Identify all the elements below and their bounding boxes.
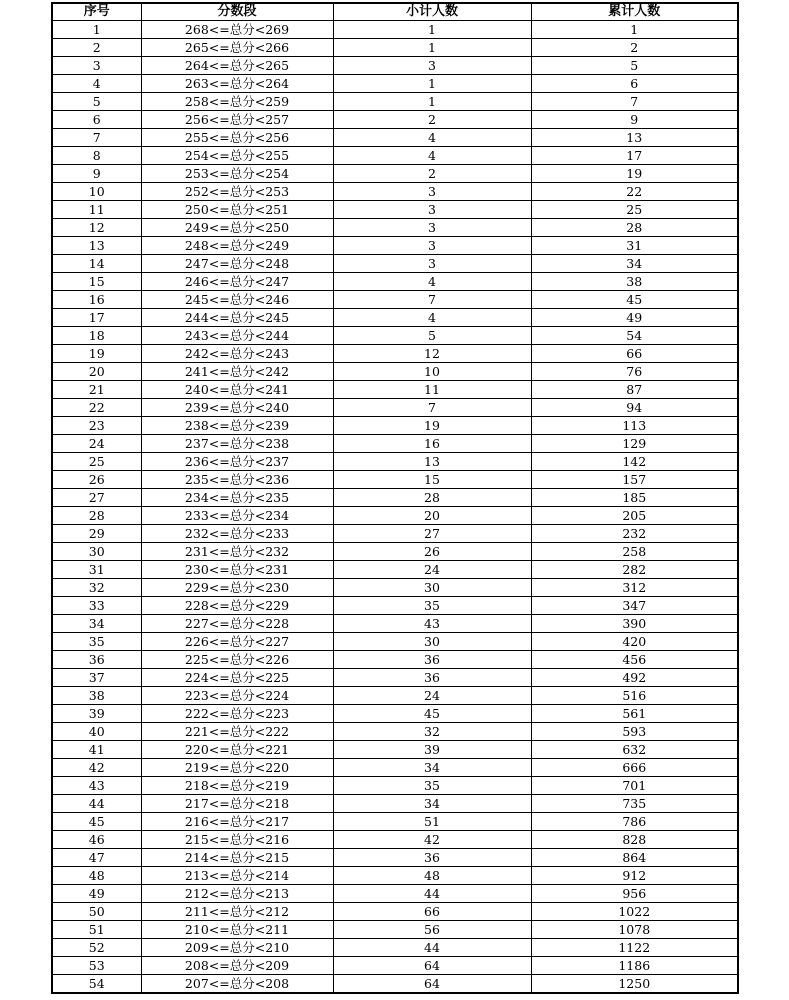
cell-score-range: 225<=总分<226 (141, 651, 333, 669)
cell-cumulative: 6 (531, 75, 738, 93)
cell-cumulative: 87 (531, 381, 738, 399)
cell-score-range: 241<=总分<242 (141, 363, 333, 381)
cell-subtotal: 36 (333, 669, 531, 687)
cell-subtotal: 10 (333, 363, 531, 381)
cell-seq: 8 (52, 147, 141, 165)
cell-score-range: 263<=总分<264 (141, 75, 333, 93)
table-row (52, 489, 738, 507)
cell-cumulative: 701 (531, 777, 738, 795)
cell-subtotal: 19 (333, 417, 531, 435)
cell-subtotal: 43 (333, 615, 531, 633)
cell-score-range: 246<=总分<247 (141, 273, 333, 291)
cell-score-range: 217<=总分<218 (141, 795, 333, 813)
cell-score-range: 229<=总分<230 (141, 579, 333, 597)
cell-seq: 24 (52, 435, 141, 453)
cell-score-range: 240<=总分<241 (141, 381, 333, 399)
cell-score-range: 249<=总分<250 (141, 219, 333, 237)
table-row (52, 363, 738, 381)
header-subtotal: 小计人数 (333, 3, 531, 21)
cell-cumulative: 25 (531, 201, 738, 219)
cell-seq: 12 (52, 219, 141, 237)
cell-score-range: 242<=总分<243 (141, 345, 333, 363)
cell-score-range: 230<=总分<231 (141, 561, 333, 579)
table-row (52, 21, 738, 39)
cell-seq: 22 (52, 399, 141, 417)
cell-cumulative: 38 (531, 273, 738, 291)
cell-cumulative: 142 (531, 453, 738, 471)
cell-score-range: 209<=总分<210 (141, 939, 333, 957)
cell-subtotal: 39 (333, 741, 531, 759)
header-score-range: 分数段 (141, 3, 333, 21)
cell-cumulative: 1022 (531, 903, 738, 921)
cell-seq: 29 (52, 525, 141, 543)
cell-cumulative: 13 (531, 129, 738, 147)
table-row (52, 975, 738, 994)
cell-subtotal: 36 (333, 651, 531, 669)
cell-subtotal: 3 (333, 219, 531, 237)
cell-seq: 50 (52, 903, 141, 921)
cell-subtotal: 51 (333, 813, 531, 831)
cell-subtotal: 2 (333, 165, 531, 183)
cell-cumulative: 258 (531, 543, 738, 561)
cell-cumulative: 282 (531, 561, 738, 579)
cell-subtotal: 26 (333, 543, 531, 561)
cell-subtotal: 64 (333, 957, 531, 975)
cell-subtotal: 64 (333, 975, 531, 994)
cell-score-range: 258<=总分<259 (141, 93, 333, 111)
cell-score-range: 222<=总分<223 (141, 705, 333, 723)
table-row (52, 183, 738, 201)
cell-subtotal: 3 (333, 237, 531, 255)
cell-subtotal: 45 (333, 705, 531, 723)
table-row (52, 381, 738, 399)
cell-seq: 46 (52, 831, 141, 849)
cell-seq: 13 (52, 237, 141, 255)
header-seq: 序号 (52, 3, 141, 21)
cell-score-range: 243<=总分<244 (141, 327, 333, 345)
cell-cumulative: 666 (531, 759, 738, 777)
cell-seq: 26 (52, 471, 141, 489)
table-row (52, 129, 738, 147)
header-cumulative: 累计人数 (531, 3, 738, 21)
cell-score-range: 219<=总分<220 (141, 759, 333, 777)
cell-subtotal: 7 (333, 291, 531, 309)
table-row (52, 579, 738, 597)
cell-score-range: 252<=总分<253 (141, 183, 333, 201)
table-row (52, 957, 738, 975)
cell-subtotal: 34 (333, 795, 531, 813)
table-row (52, 903, 738, 921)
cell-seq: 28 (52, 507, 141, 525)
cell-cumulative: 54 (531, 327, 738, 345)
cell-subtotal: 12 (333, 345, 531, 363)
cell-score-range: 245<=总分<246 (141, 291, 333, 309)
cell-seq: 45 (52, 813, 141, 831)
cell-cumulative: 390 (531, 615, 738, 633)
table-row (52, 417, 738, 435)
cell-seq: 44 (52, 795, 141, 813)
cell-score-range: 268<=总分<269 (141, 21, 333, 39)
table-row (52, 741, 738, 759)
cell-score-range: 232<=总分<233 (141, 525, 333, 543)
cell-cumulative: 561 (531, 705, 738, 723)
cell-subtotal: 5 (333, 327, 531, 345)
cell-seq: 47 (52, 849, 141, 867)
table-row (52, 561, 738, 579)
cell-score-range: 226<=总分<227 (141, 633, 333, 651)
cell-cumulative: 1186 (531, 957, 738, 975)
cell-seq: 40 (52, 723, 141, 741)
cell-score-range: 234<=总分<235 (141, 489, 333, 507)
table-row (52, 93, 738, 111)
cell-subtotal: 27 (333, 525, 531, 543)
cell-subtotal: 1 (333, 21, 531, 39)
cell-cumulative: 5 (531, 57, 738, 75)
cell-cumulative: 76 (531, 363, 738, 381)
cell-subtotal: 4 (333, 147, 531, 165)
table-row (52, 525, 738, 543)
table-row (52, 309, 738, 327)
table-row (52, 39, 738, 57)
cell-subtotal: 3 (333, 255, 531, 273)
cell-seq: 14 (52, 255, 141, 273)
table-row (52, 201, 738, 219)
cell-cumulative: 113 (531, 417, 738, 435)
cell-score-range: 247<=总分<248 (141, 255, 333, 273)
cell-seq: 39 (52, 705, 141, 723)
cell-seq: 9 (52, 165, 141, 183)
cell-subtotal: 44 (333, 939, 531, 957)
cell-subtotal: 15 (333, 471, 531, 489)
cell-score-range: 250<=总分<251 (141, 201, 333, 219)
cell-seq: 35 (52, 633, 141, 651)
table-row (52, 633, 738, 651)
cell-score-range: 238<=总分<239 (141, 417, 333, 435)
cell-seq: 7 (52, 129, 141, 147)
cell-subtotal: 56 (333, 921, 531, 939)
cell-seq: 42 (52, 759, 141, 777)
cell-subtotal: 34 (333, 759, 531, 777)
table-row (52, 597, 738, 615)
cell-score-range: 207<=总分<208 (141, 975, 333, 994)
cell-cumulative: 864 (531, 849, 738, 867)
table-row (52, 723, 738, 741)
cell-seq: 5 (52, 93, 141, 111)
cell-score-range: 227<=总分<228 (141, 615, 333, 633)
cell-seq: 2 (52, 39, 141, 57)
cell-cumulative: 34 (531, 255, 738, 273)
cell-cumulative: 157 (531, 471, 738, 489)
cell-seq: 53 (52, 957, 141, 975)
cell-cumulative: 912 (531, 867, 738, 885)
cell-seq: 43 (52, 777, 141, 795)
table-row (52, 651, 738, 669)
cell-score-range: 254<=总分<255 (141, 147, 333, 165)
cell-score-range: 224<=总分<225 (141, 669, 333, 687)
cell-cumulative: 420 (531, 633, 738, 651)
cell-seq: 32 (52, 579, 141, 597)
cell-subtotal: 30 (333, 633, 531, 651)
cell-subtotal: 3 (333, 183, 531, 201)
table-row (52, 759, 738, 777)
cell-seq: 17 (52, 309, 141, 327)
cell-seq: 23 (52, 417, 141, 435)
cell-cumulative: 45 (531, 291, 738, 309)
cell-cumulative: 66 (531, 345, 738, 363)
cell-seq: 36 (52, 651, 141, 669)
cell-score-range: 210<=总分<211 (141, 921, 333, 939)
cell-cumulative: 19 (531, 165, 738, 183)
cell-subtotal: 11 (333, 381, 531, 399)
table-row (52, 867, 738, 885)
cell-cumulative: 2 (531, 39, 738, 57)
cell-subtotal: 4 (333, 273, 531, 291)
cell-subtotal: 1 (333, 39, 531, 57)
cell-cumulative: 456 (531, 651, 738, 669)
cell-subtotal: 4 (333, 129, 531, 147)
cell-seq: 19 (52, 345, 141, 363)
cell-cumulative: 31 (531, 237, 738, 255)
cell-cumulative: 9 (531, 111, 738, 129)
cell-subtotal: 1 (333, 93, 531, 111)
cell-seq: 41 (52, 741, 141, 759)
cell-cumulative: 1250 (531, 975, 738, 994)
table-row (52, 75, 738, 93)
table-row (52, 111, 738, 129)
cell-seq: 16 (52, 291, 141, 309)
cell-score-range: 236<=总分<237 (141, 453, 333, 471)
table-row (52, 435, 738, 453)
table-row (52, 795, 738, 813)
cell-score-range: 218<=总分<219 (141, 777, 333, 795)
cell-seq: 37 (52, 669, 141, 687)
cell-score-range: 214<=总分<215 (141, 849, 333, 867)
cell-cumulative: 185 (531, 489, 738, 507)
cell-score-range: 228<=总分<229 (141, 597, 333, 615)
cell-seq: 49 (52, 885, 141, 903)
cell-score-range: 237<=总分<238 (141, 435, 333, 453)
cell-cumulative: 129 (531, 435, 738, 453)
cell-subtotal: 24 (333, 687, 531, 705)
cell-cumulative: 49 (531, 309, 738, 327)
table-row (52, 849, 738, 867)
cell-seq: 15 (52, 273, 141, 291)
cell-seq: 27 (52, 489, 141, 507)
cell-subtotal: 66 (333, 903, 531, 921)
table-row (52, 57, 738, 75)
cell-seq: 33 (52, 597, 141, 615)
cell-seq: 30 (52, 543, 141, 561)
cell-subtotal: 13 (333, 453, 531, 471)
cell-cumulative: 516 (531, 687, 738, 705)
cell-subtotal: 35 (333, 597, 531, 615)
cell-subtotal: 42 (333, 831, 531, 849)
table-row (52, 255, 738, 273)
cell-cumulative: 1078 (531, 921, 738, 939)
cell-subtotal: 3 (333, 201, 531, 219)
cell-score-range: 244<=总分<245 (141, 309, 333, 327)
table-row (52, 813, 738, 831)
table-row (52, 831, 738, 849)
cell-score-range: 248<=总分<249 (141, 237, 333, 255)
cell-subtotal: 44 (333, 885, 531, 903)
cell-seq: 38 (52, 687, 141, 705)
table-row (52, 165, 738, 183)
cell-score-range: 231<=总分<232 (141, 543, 333, 561)
table-row (52, 705, 738, 723)
table-row (52, 345, 738, 363)
table-row (52, 939, 738, 957)
cell-cumulative: 735 (531, 795, 738, 813)
table-row (52, 921, 738, 939)
table-row (52, 399, 738, 417)
cell-seq: 25 (52, 453, 141, 471)
cell-seq: 4 (52, 75, 141, 93)
cell-cumulative: 28 (531, 219, 738, 237)
cell-subtotal: 3 (333, 57, 531, 75)
cell-subtotal: 16 (333, 435, 531, 453)
cell-subtotal: 48 (333, 867, 531, 885)
cell-score-range: 265<=总分<266 (141, 39, 333, 57)
cell-seq: 1 (52, 21, 141, 39)
table-row (52, 219, 738, 237)
table-row (52, 777, 738, 795)
cell-cumulative: 17 (531, 147, 738, 165)
table-row (52, 291, 738, 309)
cell-cumulative: 828 (531, 831, 738, 849)
cell-score-range: 233<=总分<234 (141, 507, 333, 525)
table-row (52, 885, 738, 903)
cell-seq: 51 (52, 921, 141, 939)
cell-score-range: 211<=总分<212 (141, 903, 333, 921)
cell-score-range: 215<=总分<216 (141, 831, 333, 849)
table-header (52, 3, 738, 21)
table-row (52, 327, 738, 345)
cell-seq: 3 (52, 57, 141, 75)
cell-subtotal: 2 (333, 111, 531, 129)
table-row (52, 687, 738, 705)
cell-score-range: 213<=总分<214 (141, 867, 333, 885)
cell-subtotal: 1 (333, 75, 531, 93)
cell-seq: 18 (52, 327, 141, 345)
cell-cumulative: 593 (531, 723, 738, 741)
cell-cumulative: 1 (531, 21, 738, 39)
cell-cumulative: 632 (531, 741, 738, 759)
table-row (52, 543, 738, 561)
cell-subtotal: 7 (333, 399, 531, 417)
cell-score-range: 220<=总分<221 (141, 741, 333, 759)
table-row (52, 273, 738, 291)
table-row (52, 615, 738, 633)
cell-seq: 48 (52, 867, 141, 885)
cell-subtotal: 30 (333, 579, 531, 597)
cell-cumulative: 205 (531, 507, 738, 525)
table-row (52, 237, 738, 255)
cell-score-range: 212<=总分<213 (141, 885, 333, 903)
table-row (52, 507, 738, 525)
cell-subtotal: 36 (333, 849, 531, 867)
header-row (52, 3, 738, 21)
cell-seq: 31 (52, 561, 141, 579)
cell-score-range: 235<=总分<236 (141, 471, 333, 489)
cell-score-range: 208<=总分<209 (141, 957, 333, 975)
cell-score-range: 221<=总分<222 (141, 723, 333, 741)
cell-subtotal: 20 (333, 507, 531, 525)
cell-score-range: 253<=总分<254 (141, 165, 333, 183)
cell-cumulative: 956 (531, 885, 738, 903)
score-distribution-table (51, 2, 739, 994)
cell-score-range: 216<=总分<217 (141, 813, 333, 831)
cell-cumulative: 232 (531, 525, 738, 543)
table-row (52, 669, 738, 687)
cell-score-range: 264<=总分<265 (141, 57, 333, 75)
cell-cumulative: 1122 (531, 939, 738, 957)
cell-subtotal: 35 (333, 777, 531, 795)
cell-seq: 52 (52, 939, 141, 957)
cell-subtotal: 28 (333, 489, 531, 507)
cell-seq: 20 (52, 363, 141, 381)
cell-seq: 6 (52, 111, 141, 129)
cell-cumulative: 312 (531, 579, 738, 597)
cell-score-range: 255<=总分<256 (141, 129, 333, 147)
cell-seq: 54 (52, 975, 141, 994)
cell-score-range: 223<=总分<224 (141, 687, 333, 705)
cell-score-range: 256<=总分<257 (141, 111, 333, 129)
cell-seq: 34 (52, 615, 141, 633)
cell-cumulative: 7 (531, 93, 738, 111)
cell-cumulative: 492 (531, 669, 738, 687)
cell-seq: 11 (52, 201, 141, 219)
cell-subtotal: 24 (333, 561, 531, 579)
cell-seq: 10 (52, 183, 141, 201)
cell-score-range: 239<=总分<240 (141, 399, 333, 417)
cell-cumulative: 94 (531, 399, 738, 417)
cell-subtotal: 32 (333, 723, 531, 741)
cell-seq: 21 (52, 381, 141, 399)
table-row (52, 147, 738, 165)
cell-cumulative: 786 (531, 813, 738, 831)
cell-subtotal: 4 (333, 309, 531, 327)
table-row (52, 471, 738, 489)
table-body (52, 21, 738, 994)
cell-cumulative: 347 (531, 597, 738, 615)
table-row (52, 453, 738, 471)
cell-cumulative: 22 (531, 183, 738, 201)
